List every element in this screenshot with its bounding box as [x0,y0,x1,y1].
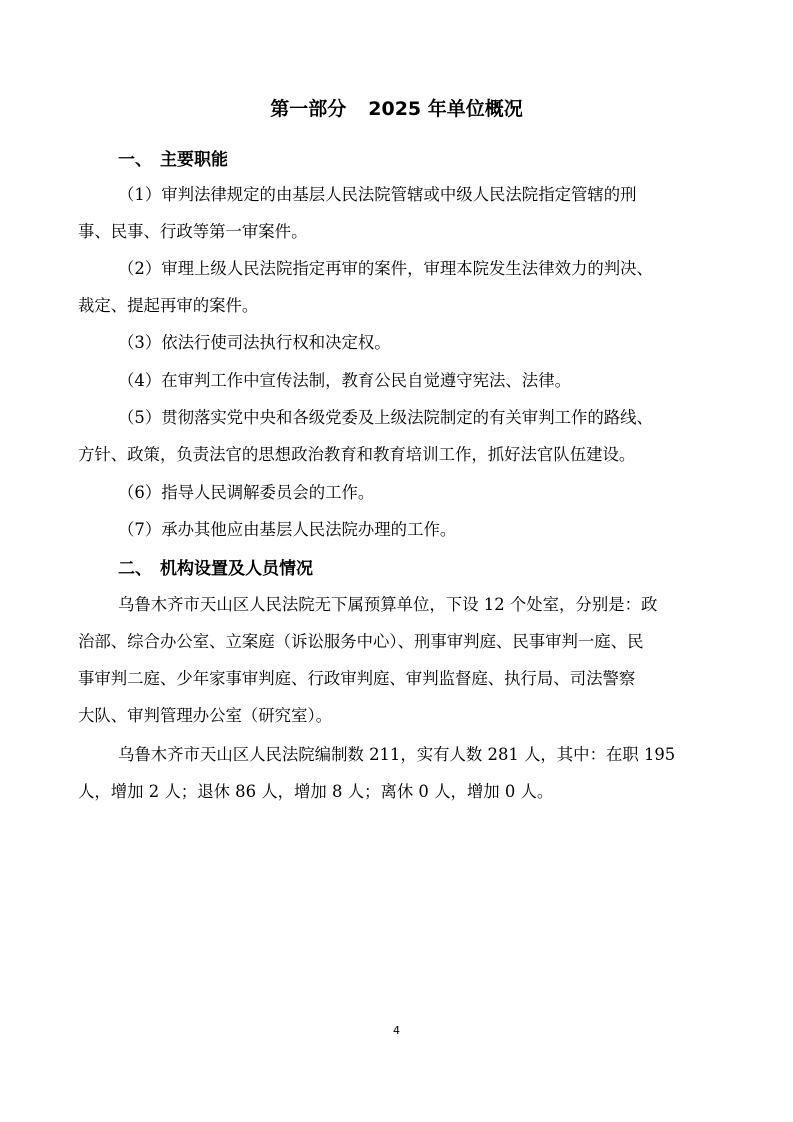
paragraph-duty-3 [118,324,718,361]
paragraph-line: 乌鲁木齐市天山区人民法院无下属预算单位，下设 12 个处室，分别是：政 [118,595,658,614]
paragraph-line: 人，增加 2 人；退休 86 人，增加 8 人；离休 0 人，增加 0 人。 [78,782,554,801]
section-number-2: 二、 [118,559,152,579]
paragraph-organization [78,586,718,734]
paragraph-line: 事审判二庭、少年家事审判庭、行政审判庭、审判监督庭、执行局、司法警察 [78,669,636,688]
paragraph-duty-1 [78,176,718,250]
section-heading-2 [118,557,313,581]
paragraph-line: （3）依法行使司法执行权和决定权。 [118,333,391,352]
page-title [0,96,793,122]
paragraph-line: （2）审理上级人民法院指定再审的案件，审理本院发生法律效力的判决、 [118,259,653,278]
title-part: 第一部分 [270,98,347,120]
paragraph-duty-4 [118,362,718,399]
paragraph-duty-5 [78,399,718,473]
paragraph-line: 方针、政策，负责法官的思想政治教育和教育培训工作，抓好法官队伍建设。 [78,445,636,464]
section-heading-1 [118,148,228,172]
paragraph-line: 乌鲁木齐市天山区人民法院编制数 211，实有人数 281 人，其中：在职 195 [118,745,676,764]
paragraph-line: （6）指导人民调解委员会的工作。 [118,483,375,502]
paragraph-line: 治部、综合办公室、立案庭（诉讼服务中心）、刑事审判庭、民事审判一庭、民 [78,632,644,651]
paragraph-line: （1）审判法律规定的由基层人民法院管辖或中级人民法院指定管辖的刑 [118,185,637,204]
paragraph-duty-2 [78,250,718,324]
paragraph-duty-6 [118,474,718,511]
paragraph-line: 裁定、提起再审的案件。 [78,296,259,315]
section-title-2: 机构设置及人员情况 [160,559,313,579]
paragraph-line: （4）在审判工作中宣传法制，教育公民自觉遵守宪法、法律。 [118,371,571,390]
section-title-1: 主要职能 [160,150,228,170]
paragraph-line: （5）贯彻落实党中央和各级党委及上级法院制定的有关审判工作的路线、 [118,408,653,427]
paragraph-line: 大队、审判管理办公室（研究室）。 [78,706,333,725]
paragraph-line: （7）承办其他应由基层人民法院办理的工作。 [118,520,457,539]
paragraph-line: 事、民事、行政等第一审案件。 [78,222,308,241]
paragraph-duty-7 [118,511,718,548]
title-text: 2025 年单位概况 [368,98,523,120]
page-number: 4 [393,1024,400,1037]
paragraph-staffing [78,736,718,810]
section-number-1: 一、 [118,150,152,170]
